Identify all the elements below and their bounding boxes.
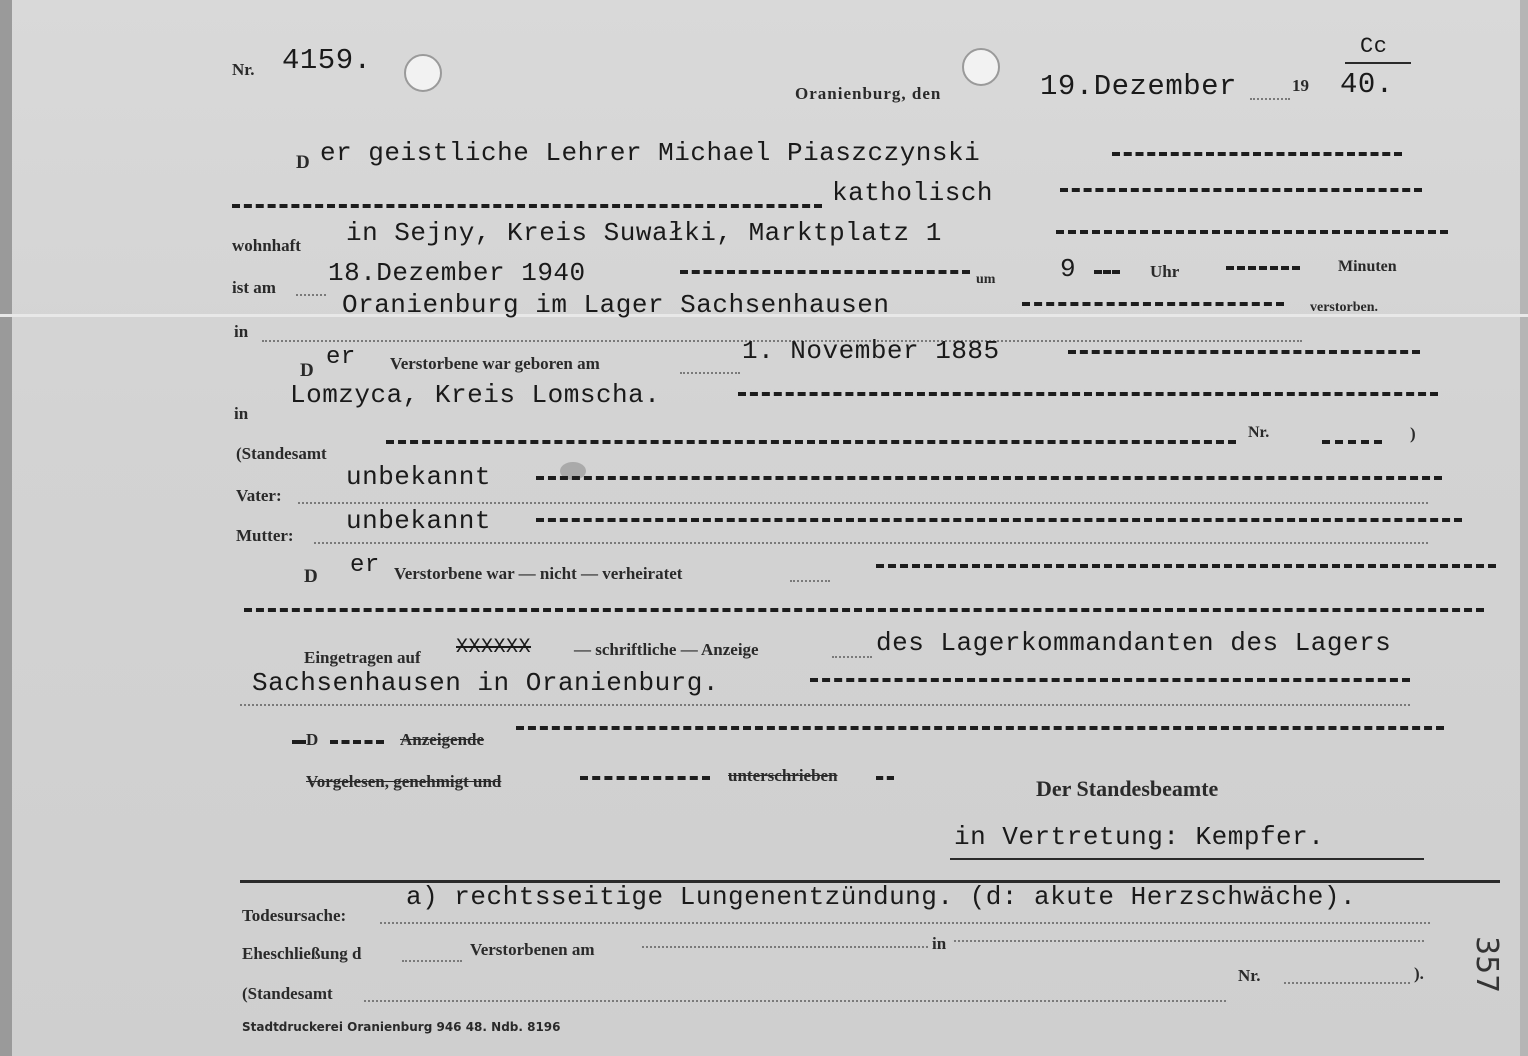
birth-registry-nr-filler bbox=[1322, 440, 1382, 444]
marital-filler-line2 bbox=[244, 608, 1484, 612]
birth-date-filler bbox=[1068, 350, 1420, 354]
date-dots bbox=[1250, 98, 1290, 100]
read-label: Vorgelesen, genehmigt und bbox=[306, 772, 502, 791]
died-label: verstorben. bbox=[1310, 300, 1379, 315]
marital-filler bbox=[876, 564, 1496, 568]
mother: unbekannt bbox=[346, 506, 491, 536]
religion: katholisch bbox=[832, 178, 994, 208]
name-filler bbox=[1112, 152, 1402, 156]
religion-filler-left bbox=[232, 204, 822, 208]
marital-dots bbox=[790, 580, 830, 582]
year-suffix: 40. bbox=[1340, 68, 1394, 101]
margin-note: 357 bbox=[1469, 936, 1504, 994]
marriage-nr-label: Nr. bbox=[1238, 966, 1261, 985]
residence-filler bbox=[1056, 230, 1448, 234]
informant-filler bbox=[516, 726, 1444, 730]
certificate-date: 19.Dezember bbox=[1040, 70, 1237, 103]
death-place-label: in bbox=[234, 322, 249, 341]
scan-edge-right bbox=[1520, 0, 1528, 1056]
hour-filler bbox=[1094, 270, 1120, 274]
birth-prefix: D bbox=[300, 360, 314, 381]
death-date: 18.Dezember 1940 bbox=[328, 258, 586, 288]
father-dots bbox=[298, 502, 1428, 504]
entry-label: Eingetragen auf bbox=[304, 648, 421, 667]
marriage-in-label: in bbox=[932, 934, 947, 953]
place-label: Oranienburg, den bbox=[795, 84, 942, 103]
informant-label: Anzeigende bbox=[400, 730, 485, 749]
uhr-label: Uhr bbox=[1150, 262, 1180, 281]
death-date-dots bbox=[296, 294, 326, 296]
death-hour: 9 bbox=[1060, 254, 1077, 284]
marriage-close: ). bbox=[1414, 964, 1424, 983]
printer-imprint: Stadtdruckerei Oranienburg 946 48. Ndb. 8196 bbox=[242, 1020, 561, 1034]
death-place: Oranienburg im Lager Sachsenhausen bbox=[342, 290, 890, 320]
marriage-dots-2 bbox=[642, 946, 928, 948]
cause-label: Todesursache: bbox=[242, 906, 347, 925]
mother-label: Mutter: bbox=[236, 526, 294, 545]
marital-text: Verstorbene war — nicht — verheiratet bbox=[394, 564, 683, 583]
residence-label: wohnhaft bbox=[232, 236, 301, 255]
marriage-deceased-label: Verstorbenen am bbox=[470, 940, 595, 959]
residence: in Sejny, Kreis Suwałki, Marktplatz 1 bbox=[346, 218, 942, 248]
series-code: Cc bbox=[1360, 34, 1388, 59]
scan-edge-left bbox=[0, 0, 12, 1056]
birth-place: Lomzyca, Kreis Lomscha. bbox=[290, 380, 661, 410]
marriage-dots-3 bbox=[954, 940, 1424, 942]
entry-dots-line2 bbox=[240, 704, 1410, 706]
read-filler bbox=[580, 776, 710, 780]
father-label: Vater: bbox=[236, 486, 282, 505]
birth-registry-filler bbox=[386, 440, 1236, 444]
birth-registry-label: (Standesamt bbox=[236, 444, 327, 463]
entry-filler bbox=[810, 678, 1410, 682]
entry-by: des Lagerkommandanten des Lagers bbox=[876, 628, 1392, 658]
birth-registry-nr-label: Nr. bbox=[1248, 424, 1270, 441]
person-name: er geistliche Lehrer Michael Piaszczynski bbox=[320, 138, 981, 168]
signed-filler bbox=[876, 776, 894, 780]
entry-dots bbox=[832, 656, 872, 658]
marriage-label: Eheschließung d bbox=[242, 944, 362, 963]
official-name: in Vertretung: Kempfer. bbox=[954, 822, 1325, 852]
entry-struck: XXXXXX bbox=[456, 636, 532, 659]
punch-hole-right bbox=[962, 48, 1000, 86]
cause-dots bbox=[380, 922, 1430, 924]
nr-label: Nr. bbox=[232, 60, 255, 79]
religion-filler-right bbox=[1060, 188, 1422, 192]
father-filler bbox=[536, 476, 1442, 480]
minutes-label: Minuten bbox=[1338, 258, 1397, 275]
father: unbekannt bbox=[346, 462, 491, 492]
informant-prefix: D bbox=[306, 730, 319, 749]
official-title: Der Standesbeamte bbox=[1036, 776, 1219, 801]
marital-gender: er bbox=[350, 552, 380, 579]
signed-label: unterschrieben bbox=[728, 766, 838, 785]
birth-place-label: in bbox=[234, 404, 249, 423]
birth-place-filler bbox=[738, 392, 1438, 396]
mother-dots bbox=[314, 542, 1428, 544]
marriage-registry-dots bbox=[364, 1000, 1226, 1002]
birth-registry-close: ) bbox=[1410, 424, 1416, 443]
series-underline bbox=[1345, 62, 1411, 64]
minutes-filler bbox=[1226, 266, 1300, 270]
death-date-filler bbox=[680, 270, 970, 274]
birth-date-dots bbox=[680, 372, 740, 374]
mother-filler bbox=[536, 518, 1462, 522]
informant-dash bbox=[292, 740, 306, 744]
year-prefix: 19 bbox=[1292, 76, 1309, 95]
signature-line bbox=[950, 858, 1424, 860]
person-prefix: D bbox=[296, 152, 310, 173]
informant-dash-2 bbox=[330, 740, 384, 744]
birth-label: Verstorbene war geboren am bbox=[390, 354, 600, 373]
marriage-registry-label: (Standesamt bbox=[242, 984, 333, 1003]
birth-date: 1. November 1885 bbox=[742, 336, 1000, 366]
um-label: um bbox=[976, 272, 996, 287]
record-number: 4159. bbox=[282, 44, 372, 77]
punch-hole-left bbox=[404, 54, 442, 92]
death-place-filler bbox=[1022, 302, 1284, 306]
entry-text: — schriftliche — Anzeige bbox=[574, 640, 759, 659]
cause-text: a) rechtsseitige Lungenentzündung. (d: akute Herzschwäche). bbox=[406, 882, 1357, 912]
death-date-label: ist am bbox=[232, 278, 276, 297]
marital-prefix: D bbox=[304, 566, 318, 587]
marriage-dots-1 bbox=[402, 960, 462, 962]
entry-by-cont: Sachsenhausen in Oranienburg. bbox=[252, 668, 719, 698]
birth-gender: er bbox=[326, 344, 356, 371]
marriage-nr-dots bbox=[1284, 982, 1410, 984]
